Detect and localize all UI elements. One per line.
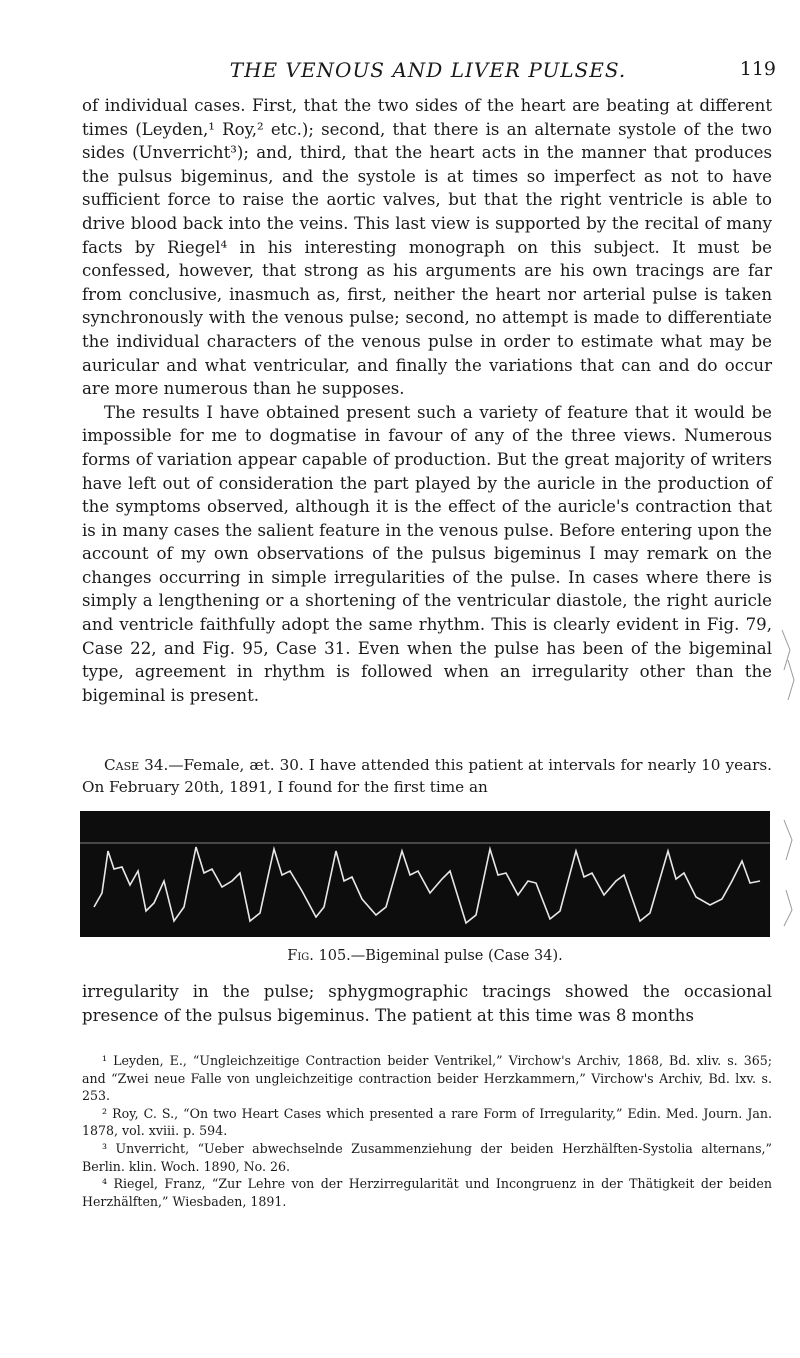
footnote-4: ⁴ Riegel, Franz, “Zur Lehre von der Herzirregularität und Incongruenz in der Thätigkeit der beiden Herzhälften,” Wiesbaden, 1891. xyxy=(82,1176,772,1209)
continuation-text: irregularity in the pulse; sphygmographic tracings showed the occasional presence of the pulsus bigeminus. The patient at this time was 8 months xyxy=(82,982,772,1025)
paragraph-1: of individual cases. First, that the two sides of the heart are beating at different times (Leyden,¹ Roy,² etc.); second, that there is an alternate systole of the two sides (Unverricht³); and, third, that the heart acts in the manner that produces the pulsus bigeminus, and the systole is at times so imperfect as not to have sufficient force to raise the aortic valves, but that the right ventricle is able to drive blood back into the veins. This last view is supported by the recital of many facts by Riegel⁴ in his interesting monograph on this subject. It must be confessed, however, that strong as his arguments are his own tracings are far from conclusive, inasmuch as, first, neither the heart nor arterial pulse is taken synchronously with the venous pulse; second, no attempt is made to differentiate the individual characters of the venous pulse in order to estimate what may be auricular and what ventricular, and finally the variations that can and do occur are more numerous than he supposes. xyxy=(82,96,772,399)
caption-label: Fig. 105. xyxy=(287,948,351,964)
footnote-3: ³ Unverricht, “Ueber abwechselnde Zusammenziehung der beiden Herzhälften-Systolia alternans,” Berlin. klin. Woch. 1890, No. 26. xyxy=(82,1140,772,1174)
figure-caption xyxy=(80,948,770,964)
case-text: —Female, æt. 30. I have attended this patient at intervals for nearly 10 years. On February 20th, 1891, I found for the first time an xyxy=(82,756,772,796)
pulse-tracing-figure xyxy=(80,811,770,937)
main-text xyxy=(82,94,772,707)
footnotes xyxy=(82,1052,772,1210)
tracing-waveform xyxy=(94,847,760,923)
pulse-tracing-image xyxy=(80,811,770,937)
page-number: 119 xyxy=(739,58,776,80)
running-title: THE VENOUS AND LIVER PULSES. xyxy=(229,58,627,82)
footnote-1: ¹ Leyden, E., “Ungleichzeitige Contraction beider Ventrikel,” Virchow's Archiv, 1868, Bd. xliv. s. 365; and “Zwei neue Falle von ungleichzeitige contraction beider Herzkammern,” Virchow's Archiv, Bd. lxv. s. 253. xyxy=(82,1053,772,1104)
footnote-2: ² Roy, C. S., “On two Heart Cases which presented a rare Form of Irregularity,” Edin. Med. Journ. Jan. 1878, vol. xviii. p. 594. xyxy=(82,1105,772,1139)
margin-bleed-marks xyxy=(778,600,800,930)
case-paragraph xyxy=(82,755,772,798)
case-label: Case 34. xyxy=(104,756,169,774)
paragraph-2: The results I have obtained present such a variety of feature that it would be impossible for me to dogmatise in favour of any of the three views. Numerous forms of variation appear capable of production. But the great majority of writers have left out of consideration the part played by the auricle in the production of the symptoms observed, although it is the effect of the auricle's contraction that is in many cases the salient feature in the venous pulse. Before entering upon the account of my own observations of the pulsus bigeminus I may remark on the changes occurring in simple irregularities of the pulse. In cases where there is simply a lengthening or a shortening of the ventricular diastole, the right auricle and ventricle faithfully adopt the same rhythm. This is clearly evident in Fig. 79, Case 22, and Fig. 95, Case 31. Even when the pulse has been of the bigeminal type, agreement in rhythm is followed when an irregularity other than the bigeminal is present. xyxy=(82,402,772,705)
caption-text: —Bigeminal pulse (Case 34). xyxy=(350,948,563,964)
